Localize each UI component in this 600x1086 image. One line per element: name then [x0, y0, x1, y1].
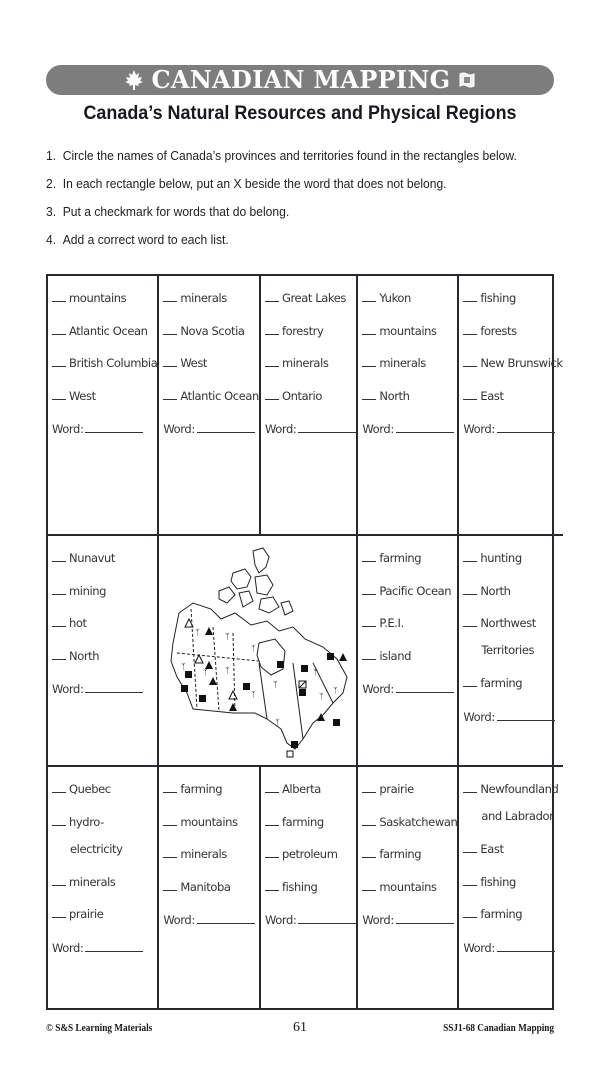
word-field[interactable]: Word: [52, 420, 157, 442]
list-item: P.E.I. [362, 615, 457, 648]
list-item: Alberta [265, 781, 356, 814]
list-item-continued: Territories [481, 643, 535, 657]
svg-text:ᛉ: ᛉ [318, 692, 324, 701]
banner-title: CANADIAN MAPPING [151, 65, 451, 94]
list-item: farming [362, 846, 457, 879]
instruction-item [46, 146, 530, 174]
answer-blank[interactable] [362, 615, 376, 627]
svg-text:ᛉ: ᛉ [272, 680, 278, 689]
list-item: Great Lakes [265, 290, 356, 323]
answer-blank[interactable] [362, 583, 376, 595]
word-field[interactable]: Word: [52, 939, 157, 961]
flag-icon [458, 71, 476, 89]
word-field[interactable]: Word: [463, 420, 562, 442]
list-item: Manitoba [163, 879, 259, 912]
list-item: farming [163, 781, 259, 814]
list-item: Ontario [265, 388, 356, 421]
list-item: West [52, 388, 157, 421]
list-item: mountains [163, 814, 259, 847]
answer-blank[interactable] [52, 615, 66, 627]
list-item: prairie [52, 906, 157, 939]
answer-blank[interactable] [265, 290, 279, 302]
answer-blank[interactable] [463, 583, 477, 595]
word-box [159, 767, 261, 1008]
list-item: Quebec [52, 781, 157, 814]
word-box [48, 536, 159, 767]
answer-blank[interactable] [163, 814, 177, 826]
list-item: North [463, 583, 562, 616]
list-item: Atlantic Ocean [52, 323, 157, 356]
answer-blank[interactable] [265, 323, 279, 335]
list-item: island [362, 648, 457, 681]
list-item: minerals [52, 874, 157, 907]
answer-blank[interactable] [52, 906, 66, 918]
answer-blank[interactable] [52, 648, 66, 660]
instruction-text: Put a checkmark for words that do belong. [62, 204, 290, 219]
list-item: farming [463, 906, 562, 939]
list-item: Nunavut [52, 550, 157, 583]
instruction-number: 4. [46, 232, 57, 247]
answer-blank[interactable] [163, 781, 177, 793]
list-item: farming [265, 814, 356, 847]
svg-text:ᛉ: ᛉ [224, 632, 230, 641]
word-field[interactable]: Word: [362, 911, 457, 933]
list-item: petroleum [265, 846, 356, 879]
answer-blank[interactable] [52, 388, 66, 400]
page-footer [46, 1020, 554, 1040]
list-item: mountains [362, 879, 457, 912]
answer-blank[interactable] [463, 388, 477, 400]
answer-blank[interactable] [52, 874, 66, 886]
answer-blank[interactable] [52, 781, 66, 793]
list-item: forests [463, 323, 562, 356]
list-item: Pacific Ocean [362, 583, 457, 616]
list-item: hot [52, 615, 157, 648]
instructions-list [46, 146, 566, 258]
list-item: Atlantic Ocean [163, 388, 259, 421]
instruction-text: In each rectangle below, put an X beside the word that does not belong. [62, 176, 447, 191]
answer-blank[interactable] [362, 290, 376, 302]
list-item: Newfoundland [463, 781, 562, 808]
list-item: New Brunswick [463, 355, 562, 388]
word-field[interactable]: Word: [362, 420, 457, 442]
svg-text:ᛉ: ᛉ [312, 668, 318, 677]
answer-blank[interactable] [463, 323, 477, 335]
maple-leaf-icon [124, 69, 144, 91]
instruction-item [46, 202, 530, 230]
list-item: West [163, 355, 259, 388]
list-item: Northwest [463, 615, 562, 642]
answer-blank[interactable] [362, 388, 376, 400]
list-item: Nova Scotia [163, 323, 259, 356]
answer-blank[interactable] [463, 615, 477, 627]
answer-blank[interactable] [265, 846, 279, 858]
svg-text:ᛉ: ᛉ [250, 690, 256, 699]
word-box [459, 276, 562, 536]
answer-blank[interactable] [463, 874, 477, 886]
page-number: 61 [293, 1020, 307, 1035]
list-item: North [362, 388, 457, 421]
canada-map-image [163, 543, 353, 758]
answer-blank[interactable] [163, 388, 177, 400]
word-box [358, 276, 459, 536]
instruction-text: Circle the names of Canada’s provinces and territories found in the rectangles below. [62, 148, 517, 163]
word-field[interactable]: Word: [463, 708, 562, 730]
list-item: East [463, 388, 562, 421]
svg-text:ᛉ: ᛉ [224, 666, 230, 675]
list-item: fishing [463, 874, 562, 907]
answer-blank[interactable] [265, 879, 279, 891]
svg-text:ᛉ: ᛉ [194, 628, 200, 637]
answer-blank[interactable] [265, 355, 279, 367]
svg-text:ᛉ: ᛉ [202, 668, 208, 677]
worksheet-grid [46, 274, 563, 1010]
canada-resource-map [159, 536, 358, 767]
list-item-continued: electricity [70, 841, 123, 856]
word-box [159, 276, 261, 536]
list-item: fishing [463, 290, 562, 323]
word-box [48, 276, 159, 536]
answer-blank[interactable] [463, 550, 477, 562]
answer-blank[interactable] [163, 290, 177, 302]
answer-blank[interactable] [163, 879, 177, 891]
answer-blank[interactable] [163, 355, 177, 367]
instruction-number: 3. [46, 204, 57, 219]
word-box [48, 767, 159, 1008]
svg-text:ᛉ: ᛉ [274, 718, 280, 727]
answer-blank[interactable] [362, 814, 376, 826]
word-box [358, 767, 459, 1008]
list-item: Yukon [362, 290, 457, 323]
answer-blank[interactable] [52, 814, 66, 826]
list-item: hunting [463, 550, 562, 583]
answer-blank[interactable] [52, 323, 66, 335]
list-item: East [463, 841, 562, 874]
list-item: farming [362, 550, 457, 583]
word-field[interactable]: Word: [265, 911, 356, 933]
answer-blank[interactable] [362, 355, 376, 367]
answer-blank[interactable] [463, 781, 477, 793]
list-item: mountains [52, 290, 157, 323]
answer-blank[interactable] [463, 906, 477, 918]
word-field[interactable]: Word: [52, 680, 157, 702]
title-banner [46, 65, 554, 95]
list-item: North [52, 648, 157, 681]
answer-blank[interactable] [362, 879, 376, 891]
answer-blank[interactable] [163, 323, 177, 335]
word-box [261, 276, 358, 536]
list-item: minerals [265, 355, 356, 388]
list-item: hydro- [52, 814, 157, 841]
list-item-continued: and Labrador [481, 809, 554, 823]
answer-blank[interactable] [362, 846, 376, 858]
answer-blank[interactable] [362, 323, 376, 335]
svg-text:ᛉ: ᛉ [250, 644, 256, 653]
instruction-item [46, 174, 530, 202]
word-box [459, 536, 562, 767]
word-field[interactable]: Word: [362, 680, 457, 702]
list-item: mountains [362, 323, 457, 356]
instruction-item [46, 230, 530, 258]
answer-blank[interactable] [362, 550, 376, 562]
list-item: minerals [362, 355, 457, 388]
word-box [261, 767, 358, 1008]
word-field[interactable]: Word: [163, 911, 259, 933]
answer-blank[interactable] [52, 583, 66, 595]
answer-blank[interactable] [52, 355, 66, 367]
answer-blank[interactable] [463, 675, 477, 687]
answer-blank[interactable] [362, 648, 376, 660]
answer-blank[interactable] [52, 550, 66, 562]
instruction-text: Add a correct word to each list. [62, 232, 229, 247]
word-box [358, 536, 459, 767]
list-item: minerals [163, 290, 259, 323]
list-item: Saskatchewan [362, 814, 457, 847]
list-item: prairie [362, 781, 457, 814]
word-field[interactable]: Word: [463, 939, 562, 961]
word-field[interactable]: Word: [265, 420, 356, 442]
answer-blank[interactable] [52, 290, 66, 302]
instruction-number: 2. [46, 176, 57, 191]
copyright-text: © S&S Learning Materials [46, 1023, 153, 1034]
word-box [459, 767, 562, 1008]
answer-blank[interactable] [463, 290, 477, 302]
list-item: British Columbia [52, 355, 157, 388]
page-title: Canada’s Natural Resources and Physical Regions [83, 102, 517, 124]
answer-blank[interactable] [463, 355, 477, 367]
answer-blank[interactable] [265, 781, 279, 793]
series-label: SSJ1-68 Canadian Mapping [443, 1023, 554, 1034]
instruction-number: 1. [46, 148, 57, 163]
list-item: forestry [265, 323, 356, 356]
svg-text:ᛉ: ᛉ [180, 662, 186, 671]
svg-text:ᛉ: ᛉ [332, 686, 338, 695]
word-field[interactable]: Word: [163, 420, 259, 442]
answer-blank[interactable] [362, 781, 376, 793]
answer-blank[interactable] [463, 841, 477, 853]
answer-blank[interactable] [265, 814, 279, 826]
list-item: fishing [265, 879, 356, 912]
list-item: farming [463, 675, 562, 708]
list-item: minerals [163, 846, 259, 879]
answer-blank[interactable] [163, 846, 177, 858]
list-item: mining [52, 583, 157, 616]
answer-blank[interactable] [265, 388, 279, 400]
